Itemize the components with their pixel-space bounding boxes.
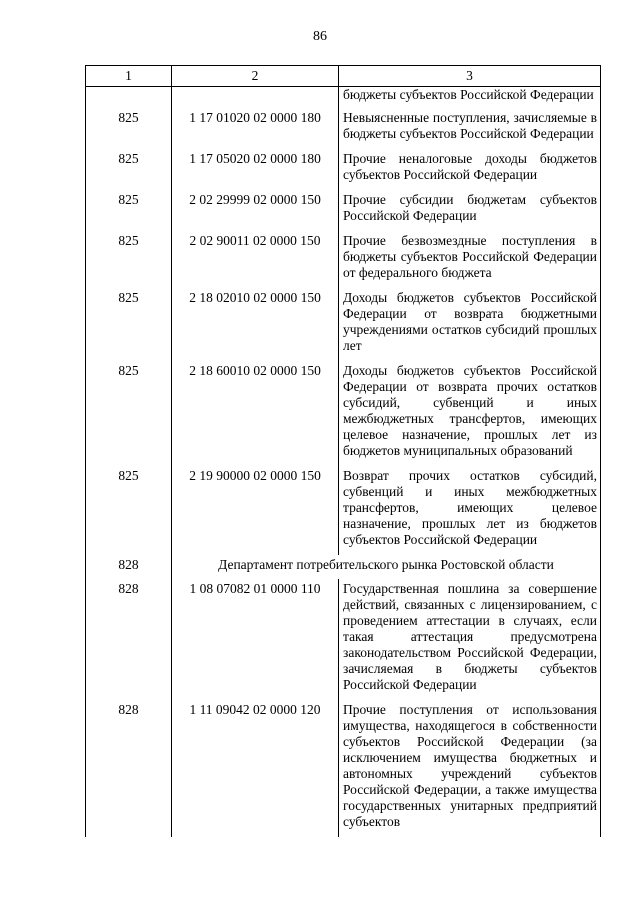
row-description: Прочие субсидии бюджетам субъектов Российской Федерации	[339, 190, 601, 231]
row-description: Прочие безвозмездные поступления в бюджеты субъектов Российской Федерации от федерального бюджета	[339, 231, 601, 288]
row-description: Доходы бюджетов субъектов Российской Федерации от возврата прочих остатков субсидий, субвенций и иных межбюджетных трансфертов, имеющих целевое назначение, прошлых лет из бюджетов муниципальных образований	[339, 361, 601, 466]
row-description: Возврат прочих остатков субсидий, субвенций и иных межбюджетных трансфертов, имеющих целевое назначение, прошлых лет из бюджетов субъектов Российской Федерации	[339, 466, 601, 555]
budget-classification-code: 2 02 90011 02 0000 150	[172, 231, 339, 288]
admin-code: 825	[86, 231, 172, 288]
table-row	[86, 466, 601, 555]
admin-code: 825	[86, 361, 172, 466]
page-number: 86	[313, 29, 327, 44]
admin-code: 828	[86, 555, 172, 579]
table-header-row	[86, 66, 601, 87]
table-row-continuation	[86, 87, 601, 109]
table-row	[86, 579, 601, 700]
admin-code: 828	[86, 579, 172, 700]
budget-classification-code: 1 08 07082 01 0000 110	[172, 579, 339, 700]
table-row	[86, 288, 601, 361]
budget-classification-code: 2 19 90000 02 0000 150	[172, 466, 339, 555]
table-row	[86, 149, 601, 190]
table-row	[86, 108, 601, 149]
admin-code: 825	[86, 149, 172, 190]
admin-code: 825	[86, 108, 172, 149]
table-row	[86, 361, 601, 466]
budget-classification-code: 1 11 09042 02 0000 120	[172, 700, 339, 837]
admin-code: 825	[86, 288, 172, 361]
budget-classification-code: 2 18 02010 02 0000 150	[172, 288, 339, 361]
table-row	[86, 700, 601, 837]
column-header-3: 3	[339, 66, 601, 87]
admin-code: 828	[86, 700, 172, 837]
budget-classification-code: 1 17 01020 02 0000 180	[172, 108, 339, 149]
column-header-1: 1	[86, 66, 172, 87]
budget-classification-code: 2 18 60010 02 0000 150	[172, 361, 339, 466]
column-header-2: 2	[172, 66, 339, 87]
budget-codes-table	[85, 65, 601, 837]
row-description: Прочие неналоговые доходы бюджетов субъектов Российской Федерации	[339, 149, 601, 190]
table-row-department	[86, 555, 601, 579]
admin-code: 825	[86, 466, 172, 555]
budget-classification-code: 2 02 29999 02 0000 150	[172, 190, 339, 231]
budget-classification-code: 1 17 05020 02 0000 180	[172, 149, 339, 190]
table-row	[86, 231, 601, 288]
admin-code: 825	[86, 190, 172, 231]
row-description: Невыясненные поступления, зачисляемые в бюджеты субъектов Российской Федерации	[339, 108, 601, 149]
department-name: Департамент потребительского рынка Ростовской области	[172, 555, 601, 579]
row-description: Государственная пошлина за совершение действий, связанных с лицензированием, с проведением аттестации в случаях, если такая аттестация предусмотрена законодательством Российской Федерации, зачисляемая в бюджеты субъектов Российской Федерации	[339, 579, 601, 700]
row-description: бюджеты субъектов Российской Федерации	[339, 87, 601, 109]
table-row	[86, 190, 601, 231]
row-description: Прочие поступления от использования имущества, находящегося в собственности субъектов Российской Федерации (за исключением имущества бюджетных и автономных учреждений субъектов Российской Федерации, а также имущества государственных унитарных предприятий субъектов	[339, 700, 601, 837]
row-description: Доходы бюджетов субъектов Российской Федерации от возврата бюджетными учреждениями остатков субсидий прошлых лет	[339, 288, 601, 361]
